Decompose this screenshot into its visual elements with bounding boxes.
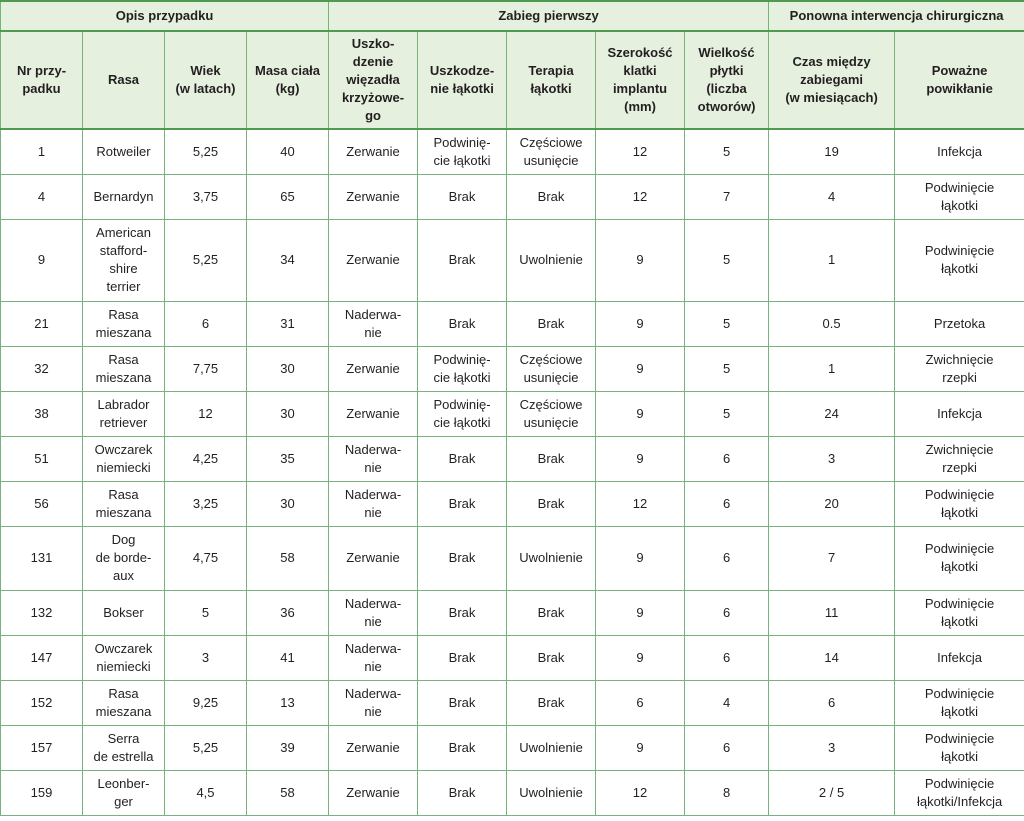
- col-time-between: Czas między zabiegami (w miesiącach): [769, 31, 895, 129]
- col-weight: Masa ciała (kg): [247, 31, 329, 129]
- table-cell: 1: [769, 346, 895, 391]
- table-cell: 56: [1, 481, 83, 526]
- table-cell: 9: [596, 725, 685, 770]
- table-cell: Owczarek niemiecki: [83, 436, 165, 481]
- table-cell: 6: [685, 590, 769, 635]
- table-cell: 4,25: [165, 436, 247, 481]
- table-cell: 38: [1, 391, 83, 436]
- table-cell: Zerwanie: [329, 219, 418, 301]
- table-cell: Rasa mieszana: [83, 481, 165, 526]
- table-cell: 8: [685, 770, 769, 815]
- table-cell: Podwinięcie łąkotki: [895, 680, 1024, 725]
- table-cell: Brak: [418, 481, 507, 526]
- table-cell: 12: [165, 391, 247, 436]
- table-row: [1, 590, 1024, 635]
- table-cell: 3: [165, 635, 247, 680]
- table-cell: 12: [596, 129, 685, 174]
- table-cell: Rotweiler: [83, 129, 165, 174]
- group-first-surgery: Zabieg pierwszy: [329, 1, 769, 31]
- table-cell: Zerwanie: [329, 174, 418, 219]
- table-cell: 11: [769, 590, 895, 635]
- table-cell: Labrador retriever: [83, 391, 165, 436]
- table-cell: Podwinięcie łąkotki/Infekcja: [895, 770, 1024, 815]
- table-cell: 4: [769, 174, 895, 219]
- table-cell: 24: [769, 391, 895, 436]
- table-cell: Zerwanie: [329, 725, 418, 770]
- table-cell: Brak: [507, 635, 596, 680]
- table-cell: 3,25: [165, 481, 247, 526]
- table-row: [1, 725, 1024, 770]
- table-cell: Podwinięcie łąkotki: [895, 725, 1024, 770]
- table-cell: Brak: [507, 680, 596, 725]
- table-cell: Częściowe usunięcie: [507, 346, 596, 391]
- table-cell: 0.5: [769, 301, 895, 346]
- table-cell: 6: [685, 481, 769, 526]
- table-cell: 12: [596, 481, 685, 526]
- table-cell: Zerwanie: [329, 129, 418, 174]
- table-cell: Podwinięcie łąkotki: [895, 481, 1024, 526]
- table-cell: 7,75: [165, 346, 247, 391]
- table-cell: 4: [685, 680, 769, 725]
- table-cell: 21: [1, 301, 83, 346]
- table-cell: 147: [1, 635, 83, 680]
- table-cell: 9: [596, 219, 685, 301]
- column-header-row: [1, 31, 1024, 129]
- col-meniscus-damage: Uszkodze- nie łąkotki: [418, 31, 507, 129]
- table-row: [1, 301, 1024, 346]
- table-cell: 5,25: [165, 129, 247, 174]
- table-cell: Zerwanie: [329, 346, 418, 391]
- table-row: [1, 129, 1024, 174]
- group-case-description: Opis przypadku: [1, 1, 329, 31]
- table-cell: Podwinię- cie łąkotki: [418, 129, 507, 174]
- group-reintervention: Ponowna interwencja chirurgiczna: [769, 1, 1024, 31]
- table-row: [1, 680, 1024, 725]
- table-row: [1, 635, 1024, 680]
- table-cell: 3: [769, 436, 895, 481]
- table-cell: 36: [247, 590, 329, 635]
- table-cell: 20: [769, 481, 895, 526]
- table-cell: 12: [596, 770, 685, 815]
- table-cell: 39: [247, 725, 329, 770]
- table-cell: 159: [1, 770, 83, 815]
- table-cell: Brak: [418, 725, 507, 770]
- table-cell: 9: [596, 391, 685, 436]
- col-ligament-damage: Uszko- dzenie więzadła krzyżowe- go: [329, 31, 418, 129]
- col-age: Wiek (w latach): [165, 31, 247, 129]
- table-cell: 7: [685, 174, 769, 219]
- table-cell: Brak: [418, 301, 507, 346]
- table-cell: 32: [1, 346, 83, 391]
- table-cell: 6: [769, 680, 895, 725]
- table-row: [1, 174, 1024, 219]
- table-cell: Brak: [507, 590, 596, 635]
- table-cell: Brak: [507, 436, 596, 481]
- table-row: [1, 219, 1024, 301]
- table-cell: 30: [247, 481, 329, 526]
- table-cell: Podwinięcie łąkotki: [895, 174, 1024, 219]
- table-cell: 14: [769, 635, 895, 680]
- table-cell: 41: [247, 635, 329, 680]
- table-cell: 30: [247, 391, 329, 436]
- table-cell: Podwinięcie łąkotki: [895, 590, 1024, 635]
- table-cell: 6: [165, 301, 247, 346]
- table-cell: 6: [596, 680, 685, 725]
- table-cell: 5: [685, 219, 769, 301]
- table-cell: Owczarek niemiecki: [83, 635, 165, 680]
- table-cell: 157: [1, 725, 83, 770]
- col-case-number: Nr przy- padku: [1, 31, 83, 129]
- table-cell: 9,25: [165, 680, 247, 725]
- table-cell: Częściowe usunięcie: [507, 391, 596, 436]
- table-cell: 6: [685, 436, 769, 481]
- table-cell: Naderwa- nie: [329, 590, 418, 635]
- table-cell: Infekcja: [895, 129, 1024, 174]
- table-cell: Zwichnięcie rzepki: [895, 436, 1024, 481]
- table-cell: Podwinię- cie łąkotki: [418, 391, 507, 436]
- table-cell: Naderwa- nie: [329, 680, 418, 725]
- table-cell: 3,75: [165, 174, 247, 219]
- table-cell: Leonber- ger: [83, 770, 165, 815]
- table-cell: 5,25: [165, 219, 247, 301]
- table-cell: 9: [596, 526, 685, 590]
- table-cell: Częściowe usunięcie: [507, 129, 596, 174]
- table-cell: 3: [769, 725, 895, 770]
- table-cell: Zerwanie: [329, 770, 418, 815]
- table-cell: 5: [685, 391, 769, 436]
- table-cell: 6: [685, 725, 769, 770]
- table-cell: Brak: [418, 590, 507, 635]
- table-cell: 9: [596, 635, 685, 680]
- table-cell: 132: [1, 590, 83, 635]
- table-cell: 31: [247, 301, 329, 346]
- table-cell: 4,5: [165, 770, 247, 815]
- table-cell: Zerwanie: [329, 526, 418, 590]
- col-complication: Poważne powikłanie: [895, 31, 1024, 129]
- table-cell: 5: [165, 590, 247, 635]
- table-cell: Brak: [418, 436, 507, 481]
- table-cell: 4,75: [165, 526, 247, 590]
- table-cell: Uwolnienie: [507, 770, 596, 815]
- table-cell: 7: [769, 526, 895, 590]
- table-row: [1, 770, 1024, 815]
- table-cell: 35: [247, 436, 329, 481]
- table-cell: 65: [247, 174, 329, 219]
- table-cell: 58: [247, 526, 329, 590]
- table-cell: Brak: [507, 301, 596, 346]
- table-cell: 4: [1, 174, 83, 219]
- table-cell: 13: [247, 680, 329, 725]
- table-cell: Naderwa- nie: [329, 481, 418, 526]
- table-cell: 6: [685, 526, 769, 590]
- table-cell: Uwolnienie: [507, 219, 596, 301]
- table-cell: Brak: [418, 219, 507, 301]
- table-cell: Brak: [507, 174, 596, 219]
- table-cell: 19: [769, 129, 895, 174]
- table-cell: 12: [596, 174, 685, 219]
- table-cell: 1: [769, 219, 895, 301]
- table-cell: Podwinięcie łąkotki: [895, 526, 1024, 590]
- col-breed: Rasa: [83, 31, 165, 129]
- table-body: [1, 129, 1024, 815]
- table-cell: 34: [247, 219, 329, 301]
- table-cell: Zwichnięcie rzepki: [895, 346, 1024, 391]
- table-row: [1, 346, 1024, 391]
- table-cell: 9: [596, 301, 685, 346]
- table-cell: 51: [1, 436, 83, 481]
- table-cell: Bokser: [83, 590, 165, 635]
- table-cell: Naderwa- nie: [329, 301, 418, 346]
- table-cell: Przetoka: [895, 301, 1024, 346]
- table-cell: Podwinię- cie łąkotki: [418, 346, 507, 391]
- table-cell: Serra de estrella: [83, 725, 165, 770]
- table-cell: 9: [596, 436, 685, 481]
- table-cell: Dog de borde- aux: [83, 526, 165, 590]
- col-meniscus-therapy: Terapia łąkotki: [507, 31, 596, 129]
- table-cell: 152: [1, 680, 83, 725]
- table-cell: American stafford- shire terrier: [83, 219, 165, 301]
- table-row: [1, 436, 1024, 481]
- table-cell: 40: [247, 129, 329, 174]
- table-cell: Podwinięcie łąkotki: [895, 219, 1024, 301]
- table-cell: 9: [596, 346, 685, 391]
- table-row: [1, 526, 1024, 590]
- table-cell: 6: [685, 635, 769, 680]
- table-cell: Rasa mieszana: [83, 301, 165, 346]
- table-cell: 5: [685, 129, 769, 174]
- table-row: [1, 391, 1024, 436]
- table-cell: 131: [1, 526, 83, 590]
- table-cell: Rasa mieszana: [83, 346, 165, 391]
- table-cell: Rasa mieszana: [83, 680, 165, 725]
- table-cell: 5: [685, 346, 769, 391]
- table-cell: 5,25: [165, 725, 247, 770]
- table-cell: Brak: [507, 481, 596, 526]
- table-cell: Brak: [418, 174, 507, 219]
- table-cell: Bernardyn: [83, 174, 165, 219]
- table-cell: Infekcja: [895, 635, 1024, 680]
- table-cell: Brak: [418, 526, 507, 590]
- table-cell: Brak: [418, 635, 507, 680]
- table-cell: 1: [1, 129, 83, 174]
- table-cell: 30: [247, 346, 329, 391]
- table-row: [1, 481, 1024, 526]
- group-header-row: [1, 1, 1024, 31]
- table-cell: Brak: [418, 680, 507, 725]
- table-cell: Uwolnienie: [507, 526, 596, 590]
- table-cell: 2 / 5: [769, 770, 895, 815]
- table-cell: Uwolnienie: [507, 725, 596, 770]
- col-plate-size: Wielkość płytki (liczba otworów): [685, 31, 769, 129]
- table-cell: 9: [596, 590, 685, 635]
- col-cage-width: Szerokość klatki implantu (mm): [596, 31, 685, 129]
- table-cell: Zerwanie: [329, 391, 418, 436]
- table-cell: 5: [685, 301, 769, 346]
- table-cell: Naderwa- nie: [329, 436, 418, 481]
- table-cell: 9: [1, 219, 83, 301]
- table-cell: Brak: [418, 770, 507, 815]
- table-cell: Infekcja: [895, 391, 1024, 436]
- table-cell: Naderwa- nie: [329, 635, 418, 680]
- table-cell: 58: [247, 770, 329, 815]
- table-header: [1, 1, 1024, 129]
